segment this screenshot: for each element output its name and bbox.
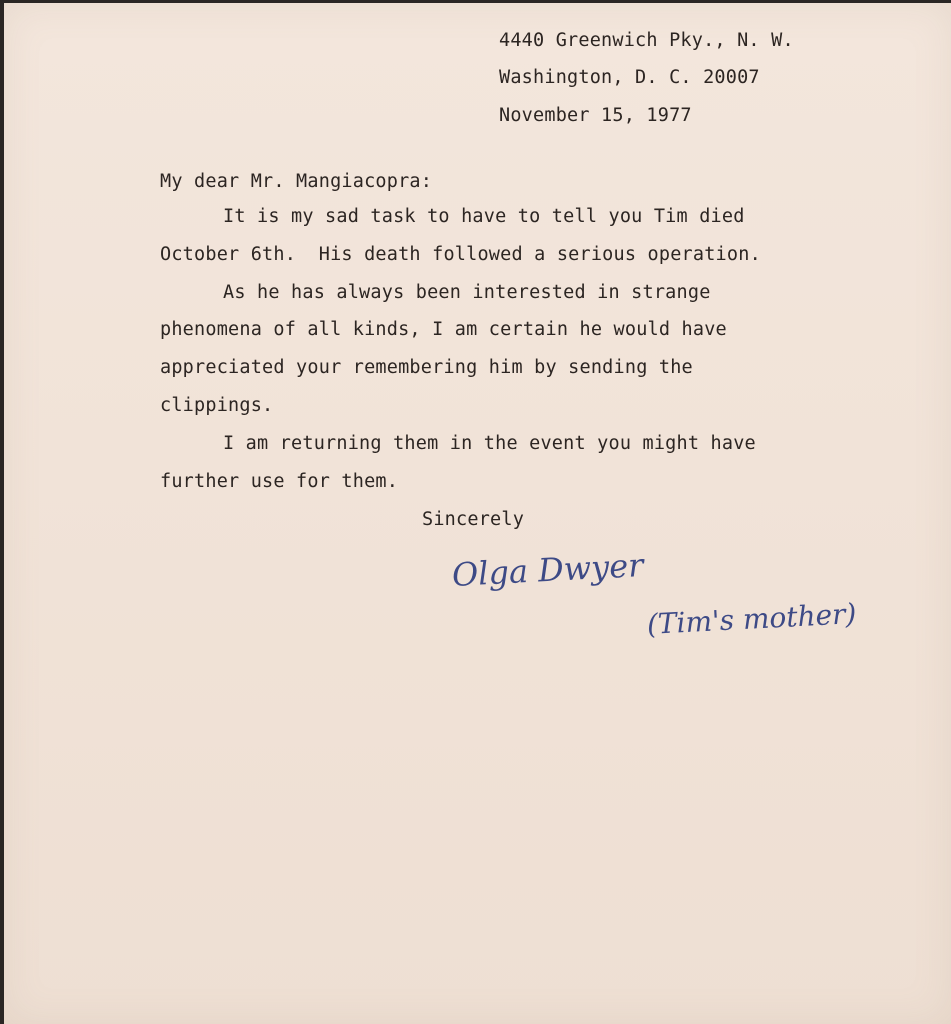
body-line-5: appreciated your remembering him by sending the <box>160 357 693 378</box>
closing: Sincerely <box>422 509 525 530</box>
body-line-6: clippings. <box>160 395 274 416</box>
body-line-1: It is my sad task to have to tell you Tim died <box>223 206 745 227</box>
body-line-3: As he has always been interested in strange <box>223 282 711 303</box>
body-line-8: further use for them. <box>160 471 399 492</box>
address-line-1: 4440 Greenwich Pky., N. W. <box>499 30 794 51</box>
salutation: My dear Mr. Mangiacopra: <box>160 171 433 192</box>
address-line-2: Washington, D. C. 20007 <box>499 67 760 88</box>
handwritten-signature: Olga Dwyer <box>451 546 645 594</box>
letter-date: November 15, 1977 <box>499 105 692 126</box>
body-line-2: October 6th. His death followed a serious operation. <box>160 244 761 265</box>
letter-sheet <box>4 3 951 1024</box>
handwritten-signature-note: (Tim's mother) <box>646 597 858 641</box>
body-line-4: phenomena of all kinds, I am certain he would have <box>160 319 727 340</box>
body-line-7: I am returning them in the event you might have <box>223 433 756 454</box>
